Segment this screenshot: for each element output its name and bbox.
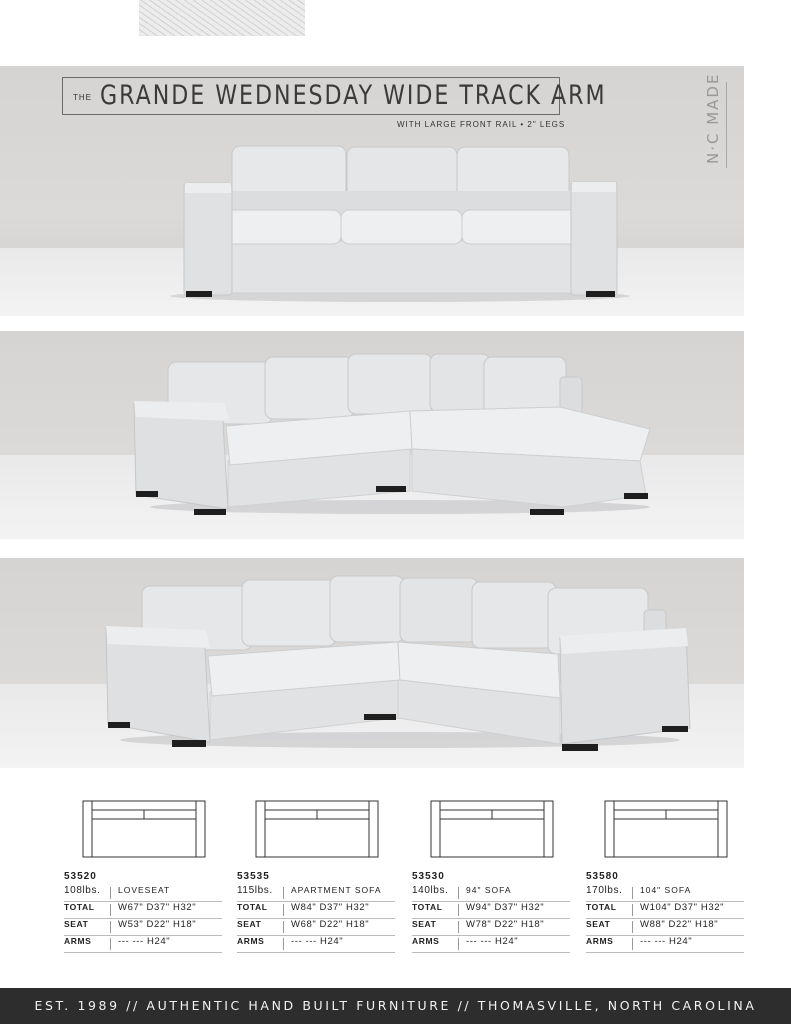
spec-row-total	[586, 902, 744, 919]
seat-label: SEAT	[412, 919, 437, 929]
total-label: TOTAL	[237, 902, 268, 912]
spec-block-104-sofa	[586, 800, 744, 953]
product-name: 94" SOFA	[466, 885, 512, 895]
spec-row-seat	[64, 919, 222, 936]
sectional-chaise-illustration	[0, 331, 744, 539]
seat-dimensions: W78" D22" H18"	[466, 919, 545, 930]
94-sofa-top-view-diagram	[430, 800, 554, 858]
sku-number: 53520	[64, 871, 97, 882]
seat-dimensions: W68" D22" H18"	[291, 919, 370, 930]
nc-made-logo: N·C MADE	[704, 72, 722, 164]
spec-row-total	[64, 902, 222, 919]
arms-dimensions: --- --- H24"	[291, 936, 344, 947]
seat-label: SEAT	[64, 919, 89, 929]
spec-row-weight	[412, 885, 570, 902]
seat-label: SEAT	[237, 919, 262, 929]
brand-rule	[726, 82, 727, 168]
arms-dimensions: --- --- H24"	[466, 936, 519, 947]
spec-row-total	[237, 902, 395, 919]
spec-block-apartment-sofa	[237, 800, 395, 953]
title-prefix: THE	[73, 93, 92, 102]
arms-dimensions: --- --- H24"	[118, 936, 171, 947]
seat-dimensions: W53" D22" H18"	[118, 919, 197, 930]
weight-value: 108lbs.	[64, 885, 101, 896]
sku-number: 53580	[586, 871, 619, 882]
arms-label: ARMS	[586, 936, 614, 946]
page-subtitle: WITH LARGE FRONT RAIL • 2" LEGS	[397, 120, 566, 129]
arms-label: ARMS	[412, 936, 440, 946]
seat-label: SEAT	[586, 919, 611, 929]
corner-sectional-illustration	[0, 558, 744, 768]
spec-row-weight	[237, 885, 395, 902]
spec-row-weight	[586, 885, 744, 902]
apartment-sofa-top-view-diagram	[255, 800, 379, 858]
total-dimensions: W67" D37" H32"	[118, 902, 197, 913]
spec-block-loveseat	[64, 800, 222, 953]
spec-row-arms	[64, 936, 222, 953]
product-name: APARTMENT SOFA	[291, 885, 382, 895]
spec-row-seat	[412, 919, 570, 936]
total-dimensions: W94" D37" H32"	[466, 902, 545, 913]
total-label: TOTAL	[586, 902, 617, 912]
spec-row-seat	[237, 919, 395, 936]
total-dimensions: W84" D37" H32"	[291, 902, 370, 913]
weight-value: 115lbs.	[237, 885, 273, 896]
sectional-chaise-photo	[0, 331, 744, 539]
sku-number: 53535	[237, 871, 270, 882]
total-label: TOTAL	[412, 902, 443, 912]
loveseat-top-view-diagram	[82, 800, 206, 858]
spec-row-arms	[237, 936, 395, 953]
total-dimensions: W104" D37" H32"	[640, 902, 725, 913]
map-texture-image	[139, 0, 305, 36]
spec-row-weight	[64, 885, 222, 902]
arms-dimensions: --- --- H24"	[640, 936, 693, 947]
sku-number: 53530	[412, 871, 445, 882]
spec-row-arms	[586, 936, 744, 953]
spec-row-total	[412, 902, 570, 919]
weight-value: 170lbs.	[586, 885, 623, 896]
104-sofa-top-view-diagram	[604, 800, 728, 858]
product-name: LOVESEAT	[118, 885, 171, 895]
footer-banner: EST. 1989 // AUTHENTIC HAND BUILT FURNITURE // THOMASVILLE, NORTH CAROLINA	[0, 988, 791, 1024]
seat-dimensions: W88" D22" H18"	[640, 919, 719, 930]
arms-label: ARMS	[64, 936, 92, 946]
page-title: GRANDE WEDNESDAY WIDE TRACK ARM	[100, 80, 607, 111]
weight-value: 140lbs.	[412, 885, 449, 896]
total-label: TOTAL	[64, 902, 95, 912]
arms-label: ARMS	[237, 936, 265, 946]
corner-sectional-photo	[0, 558, 744, 768]
spec-row-seat	[586, 919, 744, 936]
spec-row-arms	[412, 936, 570, 953]
product-name: 104" SOFA	[640, 885, 692, 895]
spec-block-94-sofa	[412, 800, 570, 953]
